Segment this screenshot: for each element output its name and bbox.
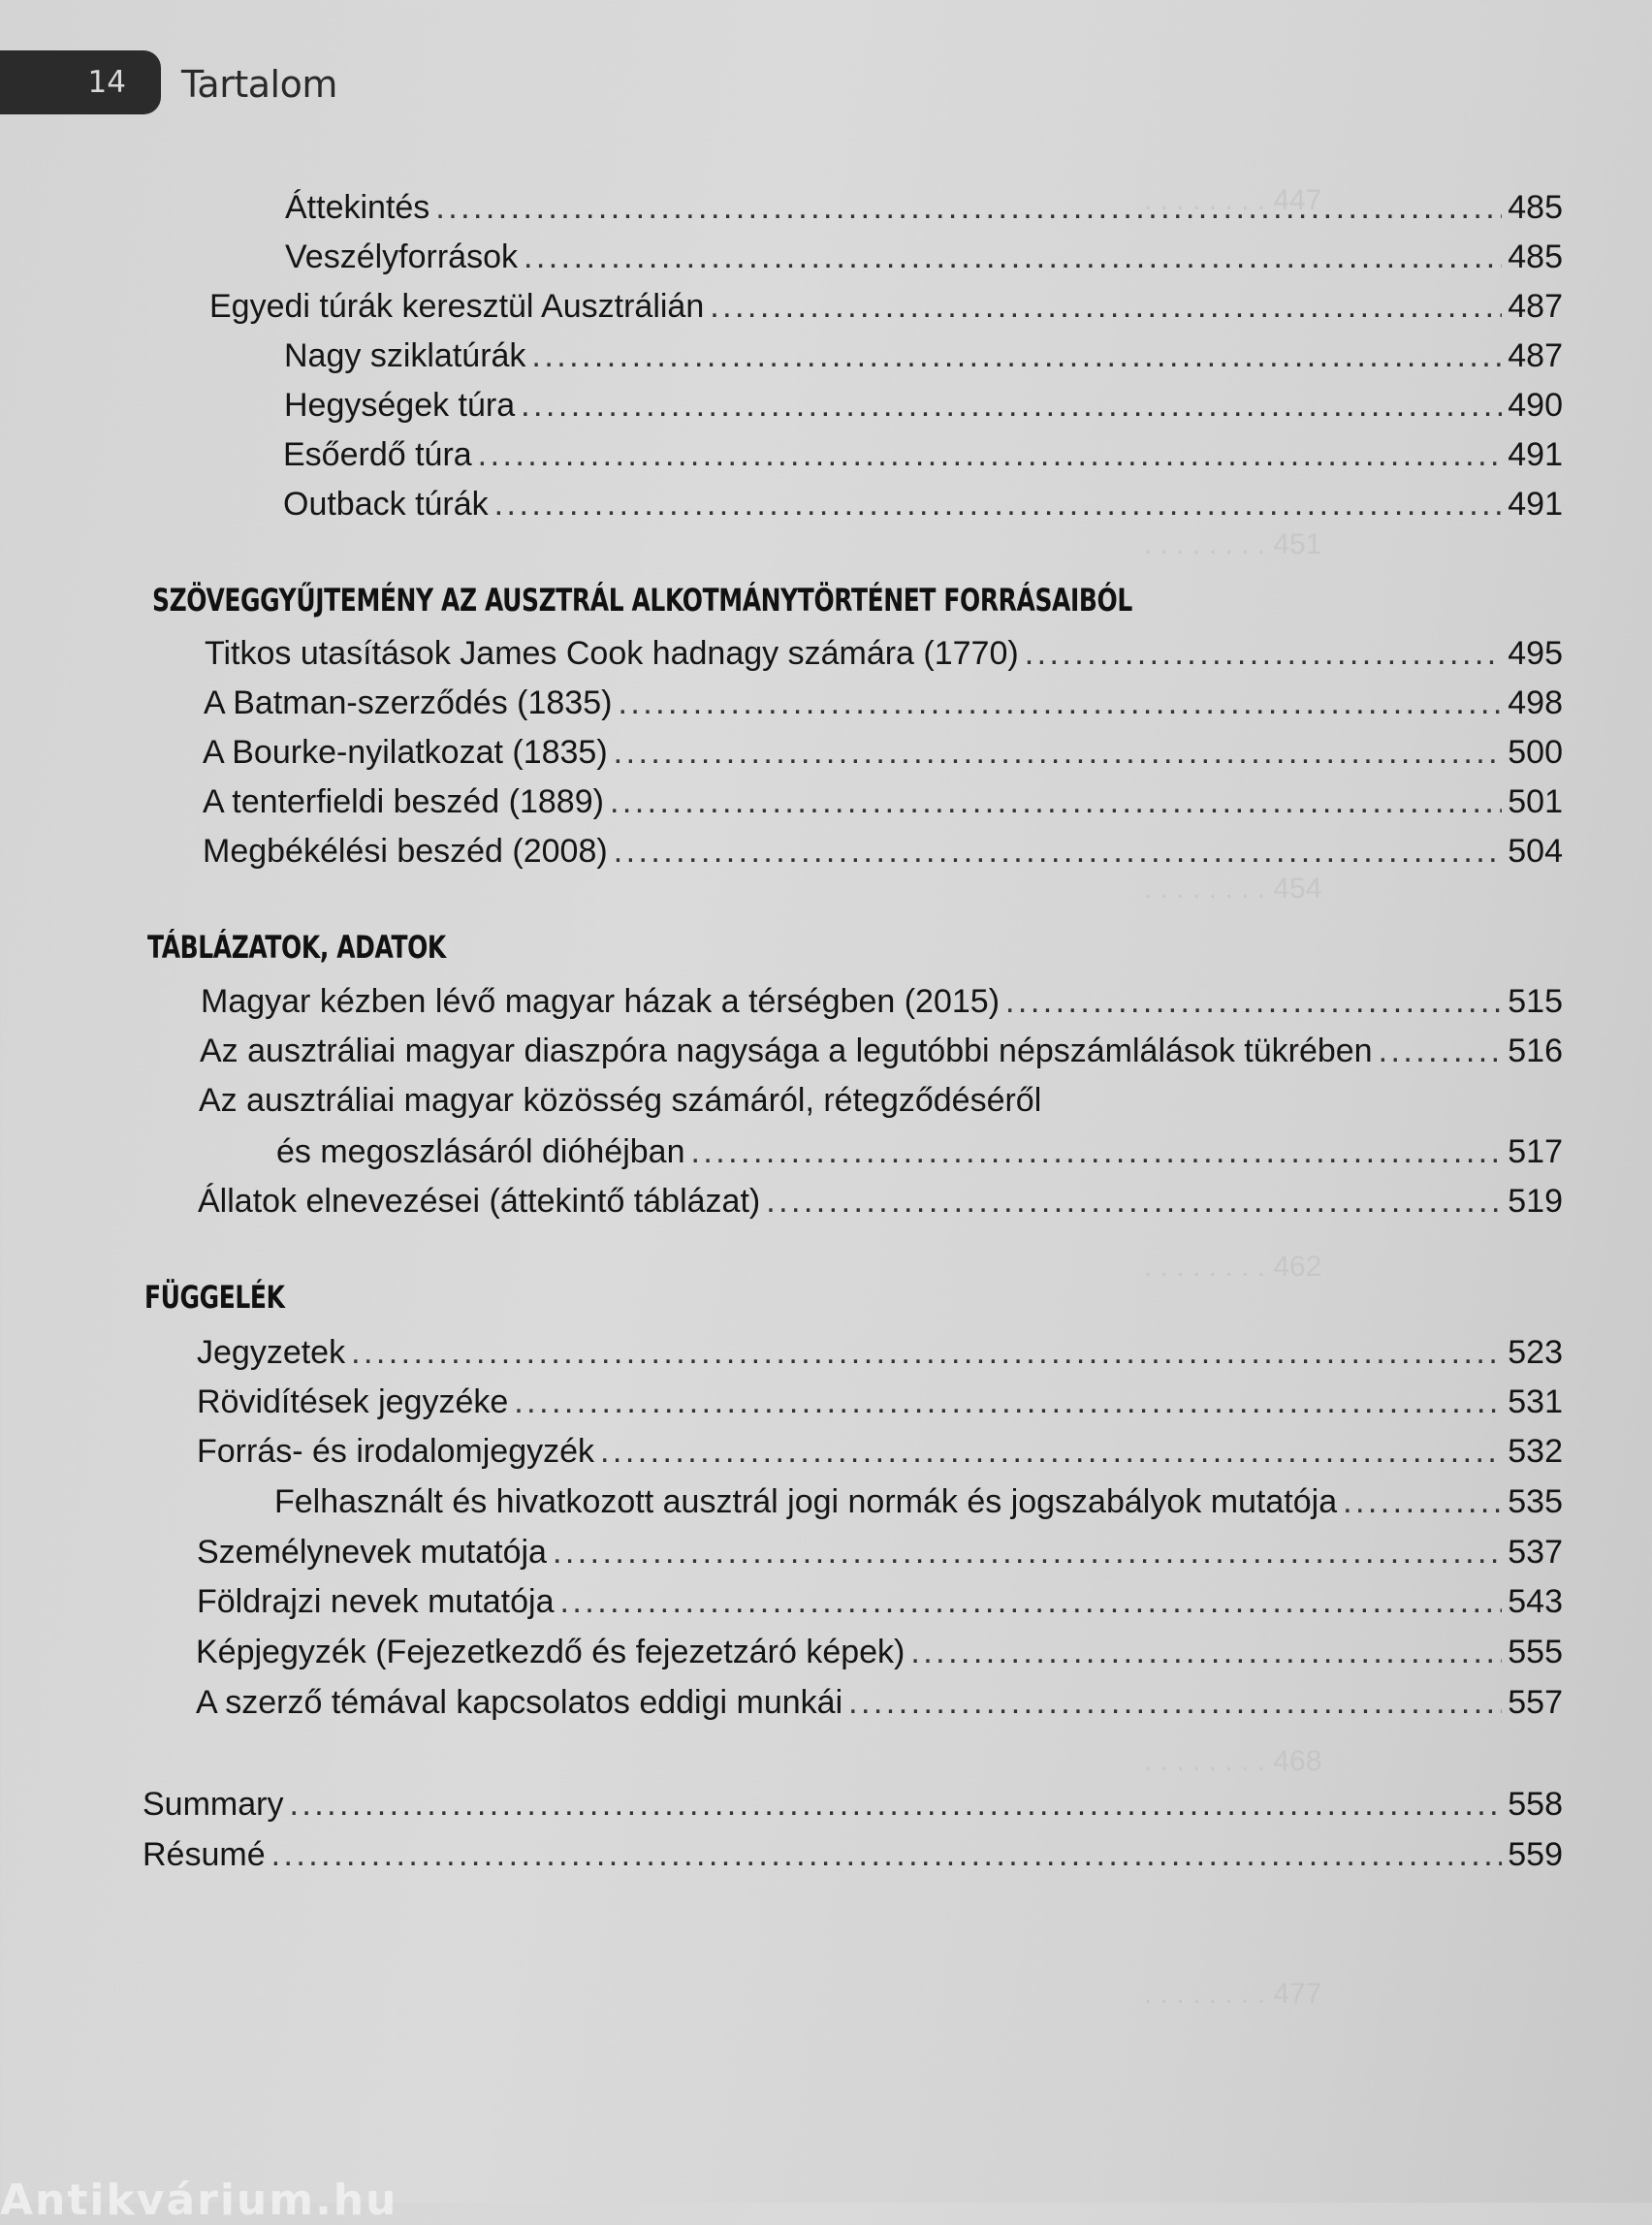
dot-leader [766, 1179, 1502, 1224]
dot-leader [271, 1832, 1503, 1877]
dot-leader [289, 1782, 1502, 1827]
dot-leader [614, 829, 1503, 874]
toc-entry-title: Megbékélési beszéd (2008) [203, 833, 608, 870]
toc-entry-title: Résumé [143, 1836, 266, 1873]
section-heading: TÁBLÁZATOK, ADATOK [147, 929, 446, 966]
page-number-tab [0, 50, 161, 114]
toc-entry-title: A Bourke-nyilatkozat (1835) [203, 734, 608, 771]
toc-entry[interactable] [284, 383, 1563, 428]
toc-entry-title-continued: és megoszlásáról dióhéjban [276, 1133, 685, 1170]
dot-leader [690, 1129, 1502, 1174]
toc-entry[interactable] [143, 1832, 1563, 1877]
toc-entry[interactable] [285, 235, 1563, 279]
toc-entry-page: 487 [1508, 337, 1563, 374]
toc-entry[interactable] [283, 482, 1563, 526]
dot-leader [710, 284, 1502, 329]
toc-entry[interactable] [203, 730, 1563, 775]
toc-entry-page: 531 [1508, 1383, 1563, 1420]
toc-entry-title: Titkos utasítások James Cook hadnagy számára (1770) [205, 635, 1019, 672]
toc-entry-continuation[interactable] [276, 1129, 1563, 1174]
toc-entry-page: 487 [1508, 288, 1563, 325]
toc-entry-title: Esőerdő túra [283, 436, 472, 473]
toc-entry-page: 485 [1508, 238, 1563, 275]
toc-entry[interactable] [197, 1429, 1563, 1474]
dot-leader [435, 185, 1502, 230]
toc-entry[interactable] [203, 829, 1563, 874]
page-number: 14 [87, 65, 126, 100]
toc-entry-page: 498 [1508, 684, 1563, 721]
toc-entry[interactable] [198, 1179, 1563, 1224]
toc-entry-page: 491 [1508, 486, 1563, 523]
toc-entry-title: A tenterfieldi beszéd (1889) [203, 783, 604, 820]
toc-entry-title: Summary [143, 1786, 284, 1823]
toc-entry-page: 517 [1508, 1133, 1563, 1170]
toc-entry-title: A szerző témával kapcsolatos eddigi munkái [196, 1684, 843, 1721]
toc-entry[interactable] [197, 1579, 1563, 1624]
toc-entry[interactable] [196, 1680, 1563, 1725]
toc-entry-page: 532 [1508, 1433, 1563, 1470]
toc-entry[interactable] [197, 1380, 1563, 1424]
toc-entry-title: Rövidítések jegyzéke [197, 1383, 509, 1420]
toc-entry[interactable] [203, 779, 1563, 824]
dot-leader [514, 1380, 1502, 1424]
toc-entry-page: 490 [1508, 387, 1563, 424]
dot-leader [1343, 1479, 1502, 1524]
toc-entry-page: 535 [1508, 1483, 1563, 1520]
toc-entry-title: Áttekintés [285, 189, 430, 226]
watermark: Antikvárium.hu [0, 2176, 398, 2225]
toc-entry-page: 559 [1508, 1836, 1563, 1873]
dot-leader [618, 681, 1502, 725]
dot-leader [351, 1330, 1502, 1375]
toc-entry-title: A Batman-szerződés (1835) [204, 684, 613, 721]
section-heading: SZÖVEGGYŰJTEMÉNY AZ AUSZTRÁL ALKOTMÁNYTÖRTÉNET FORRÁSAIBÓL [152, 582, 1132, 619]
toc-entry-title: Felhasznált és hivatkozott ausztrál jogi normák és jogszabályok mutatója [274, 1483, 1338, 1520]
toc-entry-title: Forrás- és irodalomjegyzék [197, 1433, 595, 1470]
toc-entry-title: Egyedi túrák keresztül Ausztrálián [209, 288, 705, 325]
dot-leader [553, 1530, 1502, 1574]
toc-entry-page: 500 [1508, 734, 1563, 771]
toc-entry[interactable] [285, 185, 1563, 230]
toc-entry-title: Képjegyzék (Fejezetkezdő és fejezetzáró képek) [196, 1634, 905, 1670]
toc-entry-title: Állatok elnevezései (áttekintő táblázat) [198, 1183, 761, 1220]
toc-entry[interactable] [196, 1630, 1563, 1674]
dot-leader [614, 730, 1503, 775]
toc-entry-page: 519 [1508, 1183, 1563, 1220]
toc-entry-page: 485 [1508, 189, 1563, 226]
dot-leader [478, 432, 1503, 477]
toc-entry-title: Az ausztráliai magyar közösség számáról, rétegződéséről [199, 1082, 1042, 1119]
section-heading: FÜGGELÉK [144, 1279, 285, 1316]
toc-entry[interactable] [283, 432, 1563, 477]
dot-leader [560, 1579, 1503, 1624]
dot-leader [910, 1630, 1502, 1674]
toc-entry-page: 555 [1508, 1634, 1563, 1670]
dot-leader [524, 235, 1502, 279]
dot-leader [1025, 631, 1503, 676]
toc-entry-page: 495 [1508, 635, 1563, 672]
toc-entry-title: Az ausztráliai magyar diaszpóra nagysága a legutóbbi népszámlálások tükrében [200, 1033, 1373, 1069]
toc-entry[interactable] [200, 1029, 1563, 1073]
dot-leader [848, 1680, 1502, 1725]
toc-entry-title: Magyar kézben lévő magyar házak a térségben (2015) [201, 983, 1001, 1020]
toc-entry[interactable] [197, 1330, 1563, 1375]
dot-leader [521, 383, 1502, 428]
toc-entry-page: 557 [1508, 1684, 1563, 1721]
toc-entry[interactable] [209, 284, 1563, 329]
running-title: Tartalom [181, 63, 337, 106]
toc-entry-page: 523 [1508, 1334, 1563, 1371]
toc-entry-title: Hegységek túra [284, 387, 516, 424]
toc-entry-title: Outback túrák [283, 486, 489, 523]
dot-leader [494, 482, 1503, 526]
toc-entry-page: 515 [1508, 983, 1563, 1020]
toc-entry-page: 543 [1508, 1583, 1563, 1620]
toc-entry-page: 558 [1508, 1786, 1563, 1823]
toc-entry-page: 504 [1508, 833, 1563, 870]
toc-entry-title: Jegyzetek [197, 1334, 346, 1371]
toc-entry-page: 501 [1508, 783, 1563, 820]
dot-leader [531, 334, 1502, 378]
toc-entry[interactable] [143, 1782, 1563, 1827]
toc-entry[interactable] [204, 681, 1563, 725]
toc-entry[interactable] [201, 979, 1563, 1024]
toc-entry-title: Földrajzi nevek mutatója [197, 1583, 555, 1620]
toc-entry-title: Nagy sziklatúrák [284, 337, 526, 374]
dot-leader [610, 779, 1502, 824]
dot-leader [600, 1429, 1502, 1474]
toc-entry-page: 491 [1508, 436, 1563, 473]
toc-entry-title: Veszélyforrások [285, 238, 518, 275]
toc-entry-first-line[interactable] [199, 1078, 1041, 1123]
dot-leader [1379, 1029, 1503, 1073]
toc-entry-page: 537 [1508, 1534, 1563, 1571]
toc-entry-title: Személynevek mutatója [197, 1534, 547, 1571]
toc-entry[interactable] [197, 1530, 1563, 1574]
toc-entry[interactable] [284, 334, 1563, 378]
dot-leader [1005, 979, 1502, 1024]
toc-entry[interactable] [205, 631, 1563, 676]
toc-entry-page: 516 [1508, 1033, 1563, 1069]
toc-entry[interactable] [274, 1479, 1563, 1524]
